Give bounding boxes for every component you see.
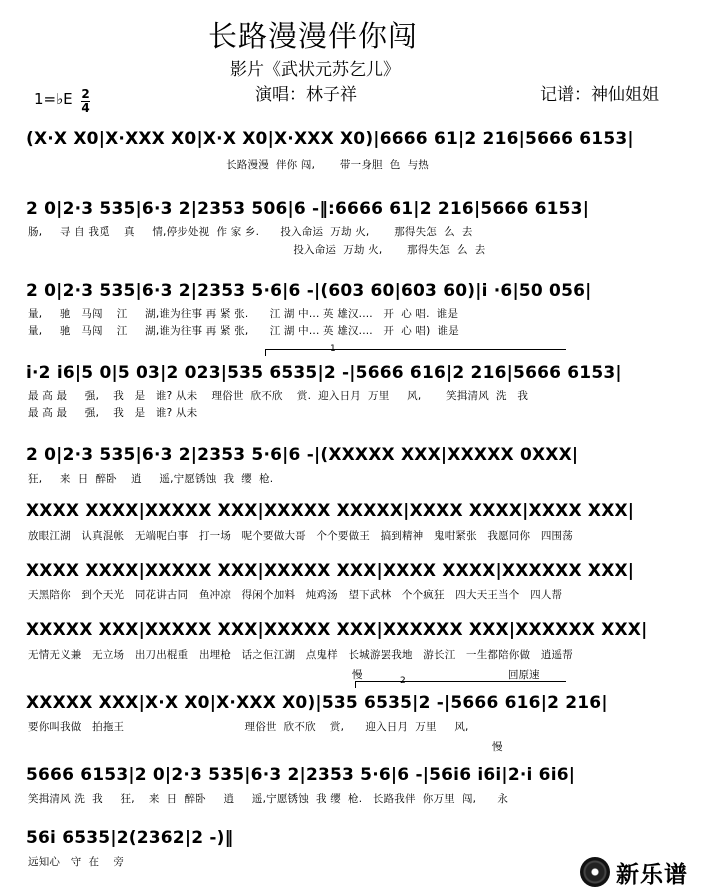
score-line-2: 2 0|2·3 535|6·3 2|2353 506|6 -‖:6666 61|2 216|5666 6153| <box>26 199 590 219</box>
lyric-line-2a: 肠, 寻 自 我觅 真 情,停步处视 作 家 乡. 投入命运 万劫 火, 那得失怎 么 去 <box>28 226 473 238</box>
transcriber: 记谱：神仙姐姐 <box>540 85 659 105</box>
lyric-line-9: 要你叫我做 拍拖王 理俗世 欣不欣 赏, 迎入日月 万里 风, <box>28 721 469 733</box>
key-signature: 1=♭E <box>34 90 73 108</box>
record-disc-icon <box>580 857 610 887</box>
score-line-5: 2 0|2·3 535|6·3 2|2353 5·6|6 -|(XXXXX XXX|XXXXX 0XXX| <box>26 445 579 465</box>
logo-text: 新乐谱 <box>616 861 688 888</box>
score-line-6: XXXX XXXX|XXXXX XXX|XXXXX XXXXX|XXXX XXXX|XXXX XXX| <box>26 501 635 521</box>
score-line-10: 5666 6153|2 0|2·3 535|6·3 2|2353 5·6|6 -|56i6 i6i|2·i 6i6| <box>26 765 576 785</box>
score-line-11: 56i 6535|2(2362|2 -)‖ <box>26 828 234 848</box>
site-logo <box>580 855 705 889</box>
lyric-line-6: 放眼江湖 认真混帐 无端呢白事 打一场 呢个要做大哥 个个要做王 搞到精神 鬼咁紧张 我愿同你 四围荡 <box>28 530 573 542</box>
lyric-line-11: 远知心 守 在 旁 <box>28 856 125 868</box>
singer: 演唱：林子祥 <box>255 85 357 105</box>
tempo-mark-slow-2: 慢 <box>492 741 503 753</box>
volta-number-1: 1 <box>330 344 336 354</box>
lyric-line-7: 天黑陪你 到个天光 同花讲古同 鱼冲凉 得闲个加料 炖鸡汤 望下武林 个个疯狂 四大天王当个 四人帮 <box>28 589 563 601</box>
score-line-8: XXXXX XXX|XXXXX XXX|XXXXX XXX|XXXXXX XXX|XXXXXX XXX| <box>26 620 648 640</box>
score-line-9: XXXXX XXX|X·X X0|X·XXX X0)|535 6535|2 -|5666 616|2 216| <box>26 693 608 713</box>
lyric-line-1: 长路漫漫 伴你 闯, 带一身胆 色 与热 <box>28 159 429 171</box>
lyric-line-8: 无情无义兼 无立场 出刀出棍重 出埋枪 话之佢江湖 点鬼样 长城游罢我地 游长江 一生都陪你做 逍遥帮 <box>28 649 573 661</box>
film-source: 影片《武状元苏乞儿》 <box>230 60 400 80</box>
score-line-3: 2 0|2·3 535|6·3 2|2353 5·6|6 -|(603 60|603 60)|i ·6|50 056| <box>26 281 592 301</box>
lyric-line-10: 笑揖清风 洗 我 狂, 来 日 醉卧 逍 遥,宁愿锈蚀 我 缨 枪. 长路我伴 你万里 闯, 永 <box>28 793 509 805</box>
volta-number-2: 2 <box>400 676 406 686</box>
score-line-7: XXXX XXXX|XXXXX XXX|XXXXX XXX|XXXX XXXX|XXXXXX XXX| <box>26 561 635 581</box>
time-signature <box>81 89 90 114</box>
meter-bottom: 4 <box>81 101 90 115</box>
score-line-4: i·2 i6|5 0|5 03|2 023|535 6535|2 -|5666 616|2 216|5666 6153| <box>26 363 622 383</box>
lyric-line-2b: 投入命运 万劫 火, 那得失怎 么 去 <box>28 244 486 256</box>
meter-top: 2 <box>81 87 90 101</box>
lyric-line-3a: 量, 驰 马闯 江 湖,谁为往事 再 紧 张. 江 湖 中... 英 雄汉.... 开 心 唱. 谁是 <box>28 308 459 320</box>
lyric-line-4a: 最 高 最 强, 我 是 谁? 从未 理俗世 欣不欣 赏. 迎入日月 万里 风, 笑揖清风 洗 我 <box>28 390 529 402</box>
lyric-line-5: 狂, 来 日 醉卧 逍 遥,宁愿锈蚀 我 缨 枪. <box>28 473 274 485</box>
tempo-mark-original: 回原速 <box>508 669 540 681</box>
volta-bracket-2 <box>355 681 566 688</box>
volta-bracket-1 <box>265 349 566 356</box>
score-line-1: (X·X X0|X·XXX X0|X·X X0|X·XXX X0)|6666 61|2 216|5666 6153| <box>26 129 634 149</box>
lyric-line-4b: 最 高 最 强, 我 是 谁? 从未 <box>28 407 198 419</box>
lyric-line-3b: 量, 驰 马闯 江 湖,谁为往事 再 紧 张, 江 湖 中... 英 雄汉.... 开 心 唱) 谁是 <box>28 325 459 337</box>
song-title: 长路漫漫伴你闯 <box>208 19 419 53</box>
tempo-mark-slow-1: 慢 <box>352 669 363 681</box>
